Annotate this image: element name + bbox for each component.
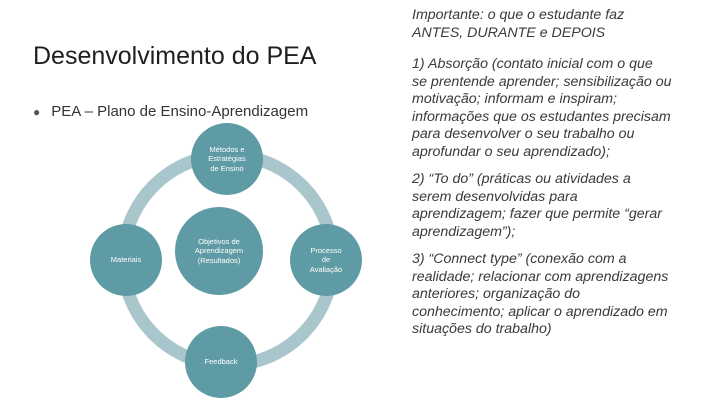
- notes-column: [412, 7, 712, 349]
- node-feedback: [185, 326, 257, 398]
- notes-header: Importante: o que o estudante faz ANTES, DURANTE e DEPOIS: [412, 7, 625, 41]
- node-avaliacao: [290, 224, 362, 296]
- node-feedback-label: Feedback: [204, 357, 238, 367]
- node-materiais-label: Materiais: [110, 255, 142, 265]
- node-objetivos: [175, 207, 263, 295]
- slide-title: Desenvolvimento do PEA: [33, 42, 317, 70]
- node-metodos-label: Métodos e Estratégias de Ensino: [208, 144, 246, 173]
- notes-item-3: 3) “Connect type” (conexão com a realidade; relacionar com aprendizagens anteriores; organização do conhecimento; aplicar o aprendizado em situações do trabalho): [412, 251, 669, 337]
- notes-item-2: 2) “To do” (práticas ou atividades a serem desenvolvidas para aprendizagem; fazer que permite “gerar aprendizagem”);: [412, 171, 662, 240]
- bullet-text: PEA – Plano de Ensino-Aprendizagem: [51, 103, 309, 120]
- bullet-dot-icon: ●: [33, 104, 41, 119]
- node-avaliacao-label: Processo de Avaliação: [309, 245, 343, 274]
- node-materiais: [90, 224, 162, 296]
- notes-item-1: 1) Absorção (contato inicial com o que se prentende aprender; sensibilização ou motivação; informam e inspiram; informações que os estudantes precisam para desenvolver o seu trabalho ou aprofundar o seu aprendizado);: [412, 56, 672, 160]
- node-objetivos-label: Objetivos de Aprendizagem (Resultados): [194, 236, 244, 265]
- node-metodos: [191, 123, 263, 195]
